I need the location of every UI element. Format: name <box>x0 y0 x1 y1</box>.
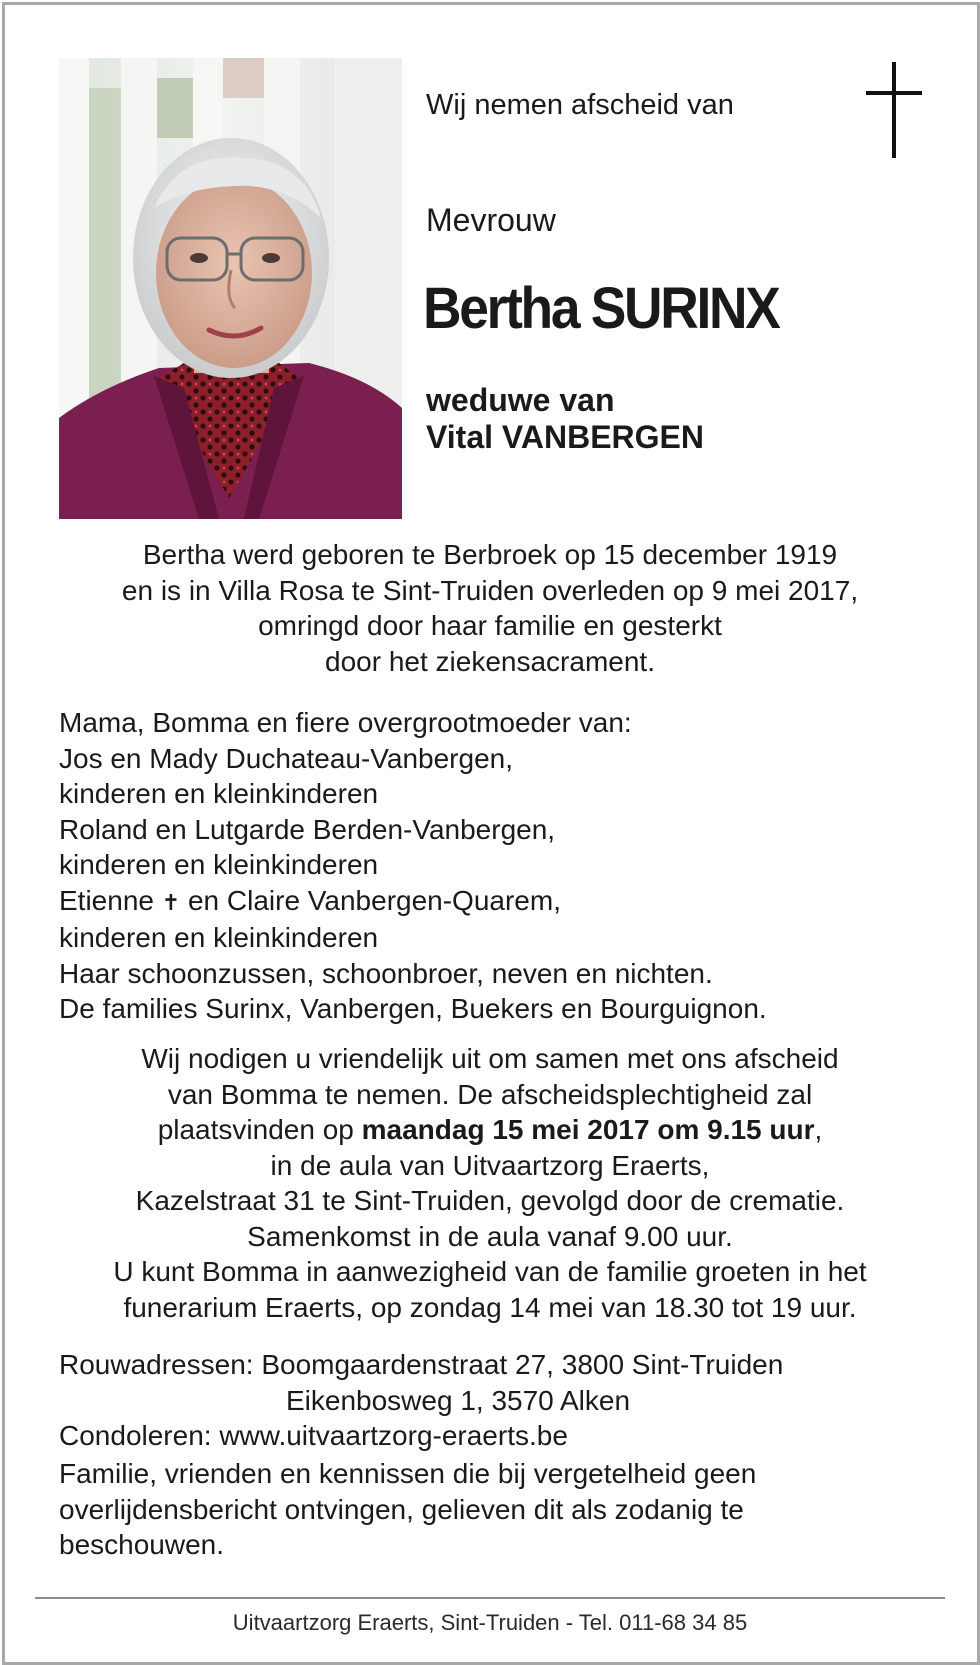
footer-text: Uitvaartzorg Eraerts, Sint-Truiden - Tel. 011-68 34 85 <box>232 1610 748 1635</box>
footer-divider <box>35 1597 945 1599</box>
honorific: Mevrouw <box>426 202 556 238</box>
text-line: Samenkomst in de aula vanaf 9.00 uur. <box>247 1220 733 1252</box>
text-fragment: plaatsvinden op <box>157 1114 354 1145</box>
text-line: overlijdensbericht ontvingen, gelieven dit als zodanig te <box>59 1493 744 1525</box>
text-line: Mama, Bomma en fiere overgrootmoeder van: <box>59 707 632 738</box>
text-line: kinderen en kleinkinderen <box>59 778 379 809</box>
text-line: door het ziekensacrament. <box>325 645 655 677</box>
invitation-paragraph <box>0 1041 980 1325</box>
text-line: Bertha werd geboren te Berbroek op 15 december 1919 <box>142 539 838 570</box>
condolence-line: Condoleren: www.uitvaartzorg-eraerts.be <box>59 1420 568 1451</box>
text-line: De families Surinx, Vanbergen, Buekers en Bourguignon. <box>59 993 767 1024</box>
text-line <box>0 1112 980 1148</box>
text-line: Familie, vrienden en kennissen die bij vergetelheid geen <box>59 1458 757 1489</box>
text-line: kinderen en kleinkinderen <box>59 922 379 953</box>
text-line: beschouwen. <box>59 1529 225 1560</box>
text-fragment: en Claire Vanbergen-Quarem, <box>187 884 561 916</box>
text-line: Jos en Mady Duchateau-Vanbergen, <box>59 742 513 774</box>
family-paragraph <box>59 705 767 1027</box>
text-line <box>59 883 767 921</box>
ceremony-datetime: maandag 15 mei 2017 om 9.15 uur <box>361 1114 815 1145</box>
mourning-addresses <box>59 1347 783 1454</box>
text-line: van Bomma te nemen. De afscheidsplechtigheid zal <box>167 1078 813 1110</box>
text-line: Rouwadressen: Boomgaardenstraat 27, 3800 Sint-Truiden <box>59 1349 784 1380</box>
text-fragment: Etienne <box>59 884 154 916</box>
cross-icon <box>866 62 922 158</box>
text-line: Roland en Lutgarde Berden-Vanbergen, <box>59 813 556 845</box>
birth-death-paragraph <box>0 537 980 679</box>
text-line: Kazelstraat 31 te Sint-Truiden, gevolgd door de crematie. <box>135 1185 845 1216</box>
text-line: funerarium Eraerts, op zondag 14 mei van 18.30 tot 19 uur. <box>123 1291 857 1323</box>
widow-label: weduwe van <box>426 382 615 418</box>
text-line: en is in Villa Rosa te Sint-Truiden overleden op 9 mei 2017, <box>121 574 859 606</box>
spouse-name: Vital VANBERGEN <box>426 419 704 455</box>
text-line: U kunt Bomma in aanwezigheid van de familie groeten in het <box>113 1256 867 1287</box>
text-line: Haar schoonzussen, schoonbroer, neven en nichten. <box>59 957 713 989</box>
text-line: Eikenbosweg 1, 3570 Alken <box>286 1384 631 1416</box>
text-line: kinderen en kleinkinderen <box>59 849 379 880</box>
deceased-name: Bertha SURINX <box>423 276 779 341</box>
intro-text: Wij nemen afscheid van <box>426 89 734 121</box>
notice-paragraph <box>59 1456 756 1563</box>
widow-of <box>426 382 704 456</box>
text-line: omringd door haar familie en gesterkt <box>258 610 722 641</box>
text-line: in de aula van Uitvaartzorg Eraerts, <box>270 1149 710 1181</box>
small-cross-icon: ✝ <box>161 889 181 915</box>
text-line: Wij nodigen u vriendelijk uit om samen met ons afscheid <box>141 1043 839 1074</box>
text-fragment: , <box>814 1114 823 1145</box>
portrait-photo <box>59 58 402 519</box>
